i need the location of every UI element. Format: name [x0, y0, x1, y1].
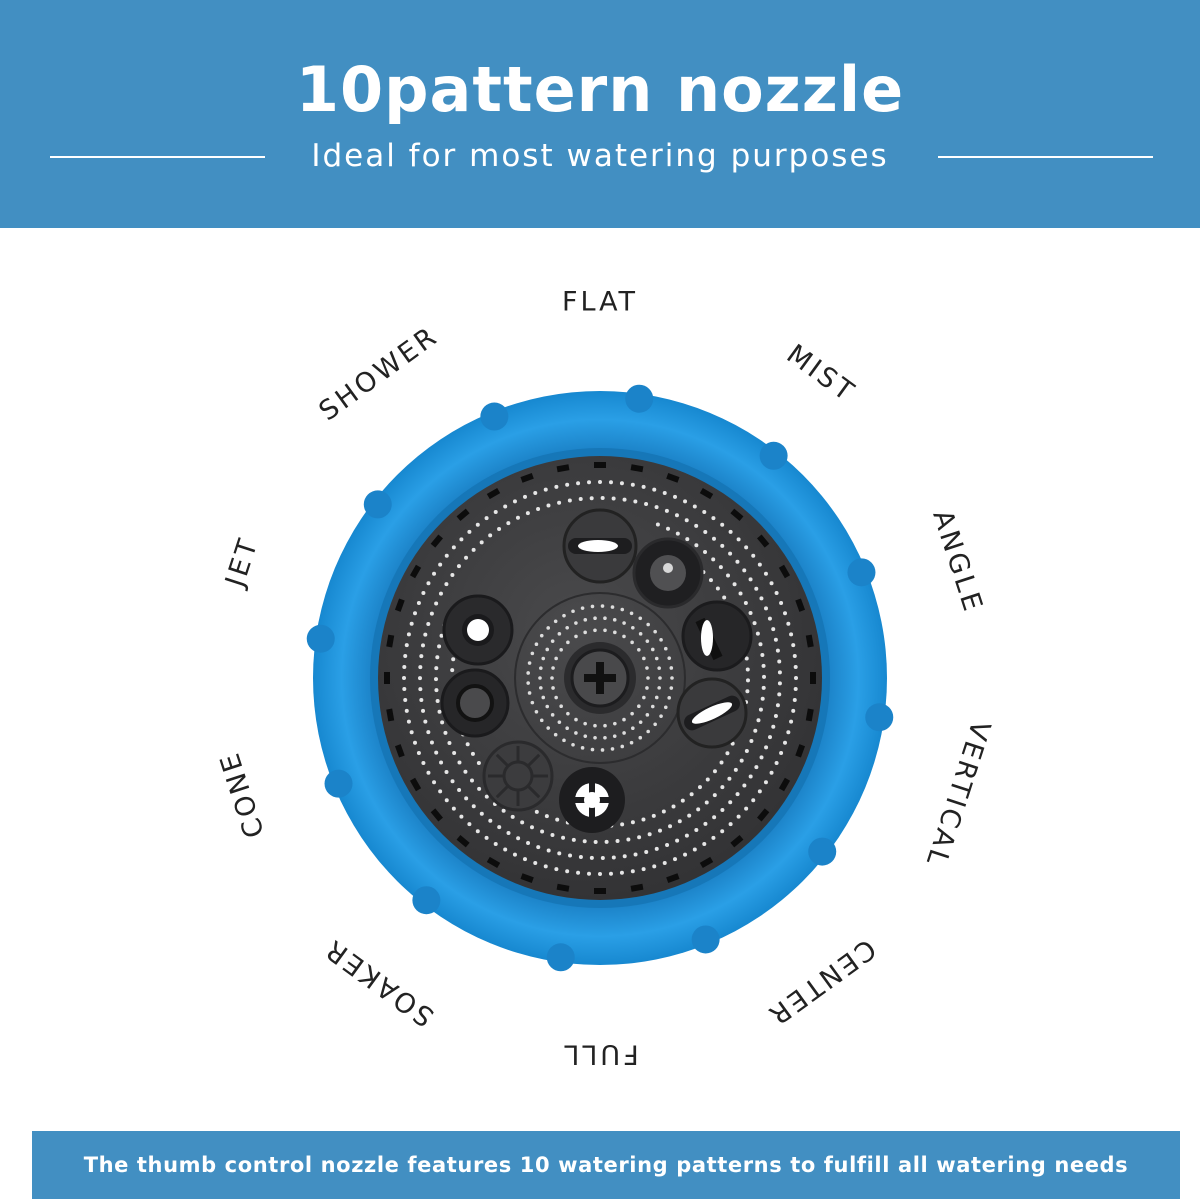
pattern-label-flat: FLAT	[561, 286, 639, 318]
full-opening-icon	[559, 767, 625, 833]
pattern-label-full: FULL	[561, 1038, 639, 1070]
pattern-label-angle: ANGLE	[926, 506, 989, 618]
nozzle-illustration	[0, 228, 1200, 1128]
pattern-label-center: CENTER	[760, 932, 882, 1032]
pattern-label-shower: SHOWER	[313, 320, 445, 428]
footer-banner	[32, 1131, 1180, 1199]
pattern-label-cone: CONE	[213, 746, 271, 842]
pattern-label-mist: MIST	[780, 338, 862, 409]
page-title: 10pattern nozzle	[295, 53, 905, 126]
pattern-label-soaker: SOAKER	[318, 932, 440, 1033]
right-divider	[938, 156, 1153, 158]
mist-opening-icon	[634, 539, 702, 607]
vertical-opening-icon	[678, 679, 746, 747]
center-screw-icon	[564, 642, 636, 714]
jet-opening-icon	[444, 596, 512, 664]
angle-opening-icon	[683, 602, 751, 670]
pattern-label-jet: JET	[219, 532, 265, 591]
page-subtitle: Ideal for most watering purposes	[311, 138, 889, 174]
header-banner	[0, 0, 1200, 228]
cone-opening-icon	[442, 670, 508, 736]
nozzle-diagram	[0, 228, 1200, 1128]
soaker-opening-icon	[484, 742, 552, 810]
pattern-label-vertical: VERTICAL	[919, 716, 997, 872]
footer-caption: The thumb control nozzle features 10 watering patterns to fulfill all watering needs	[83, 1153, 1129, 1177]
flat-opening-icon	[564, 510, 636, 582]
